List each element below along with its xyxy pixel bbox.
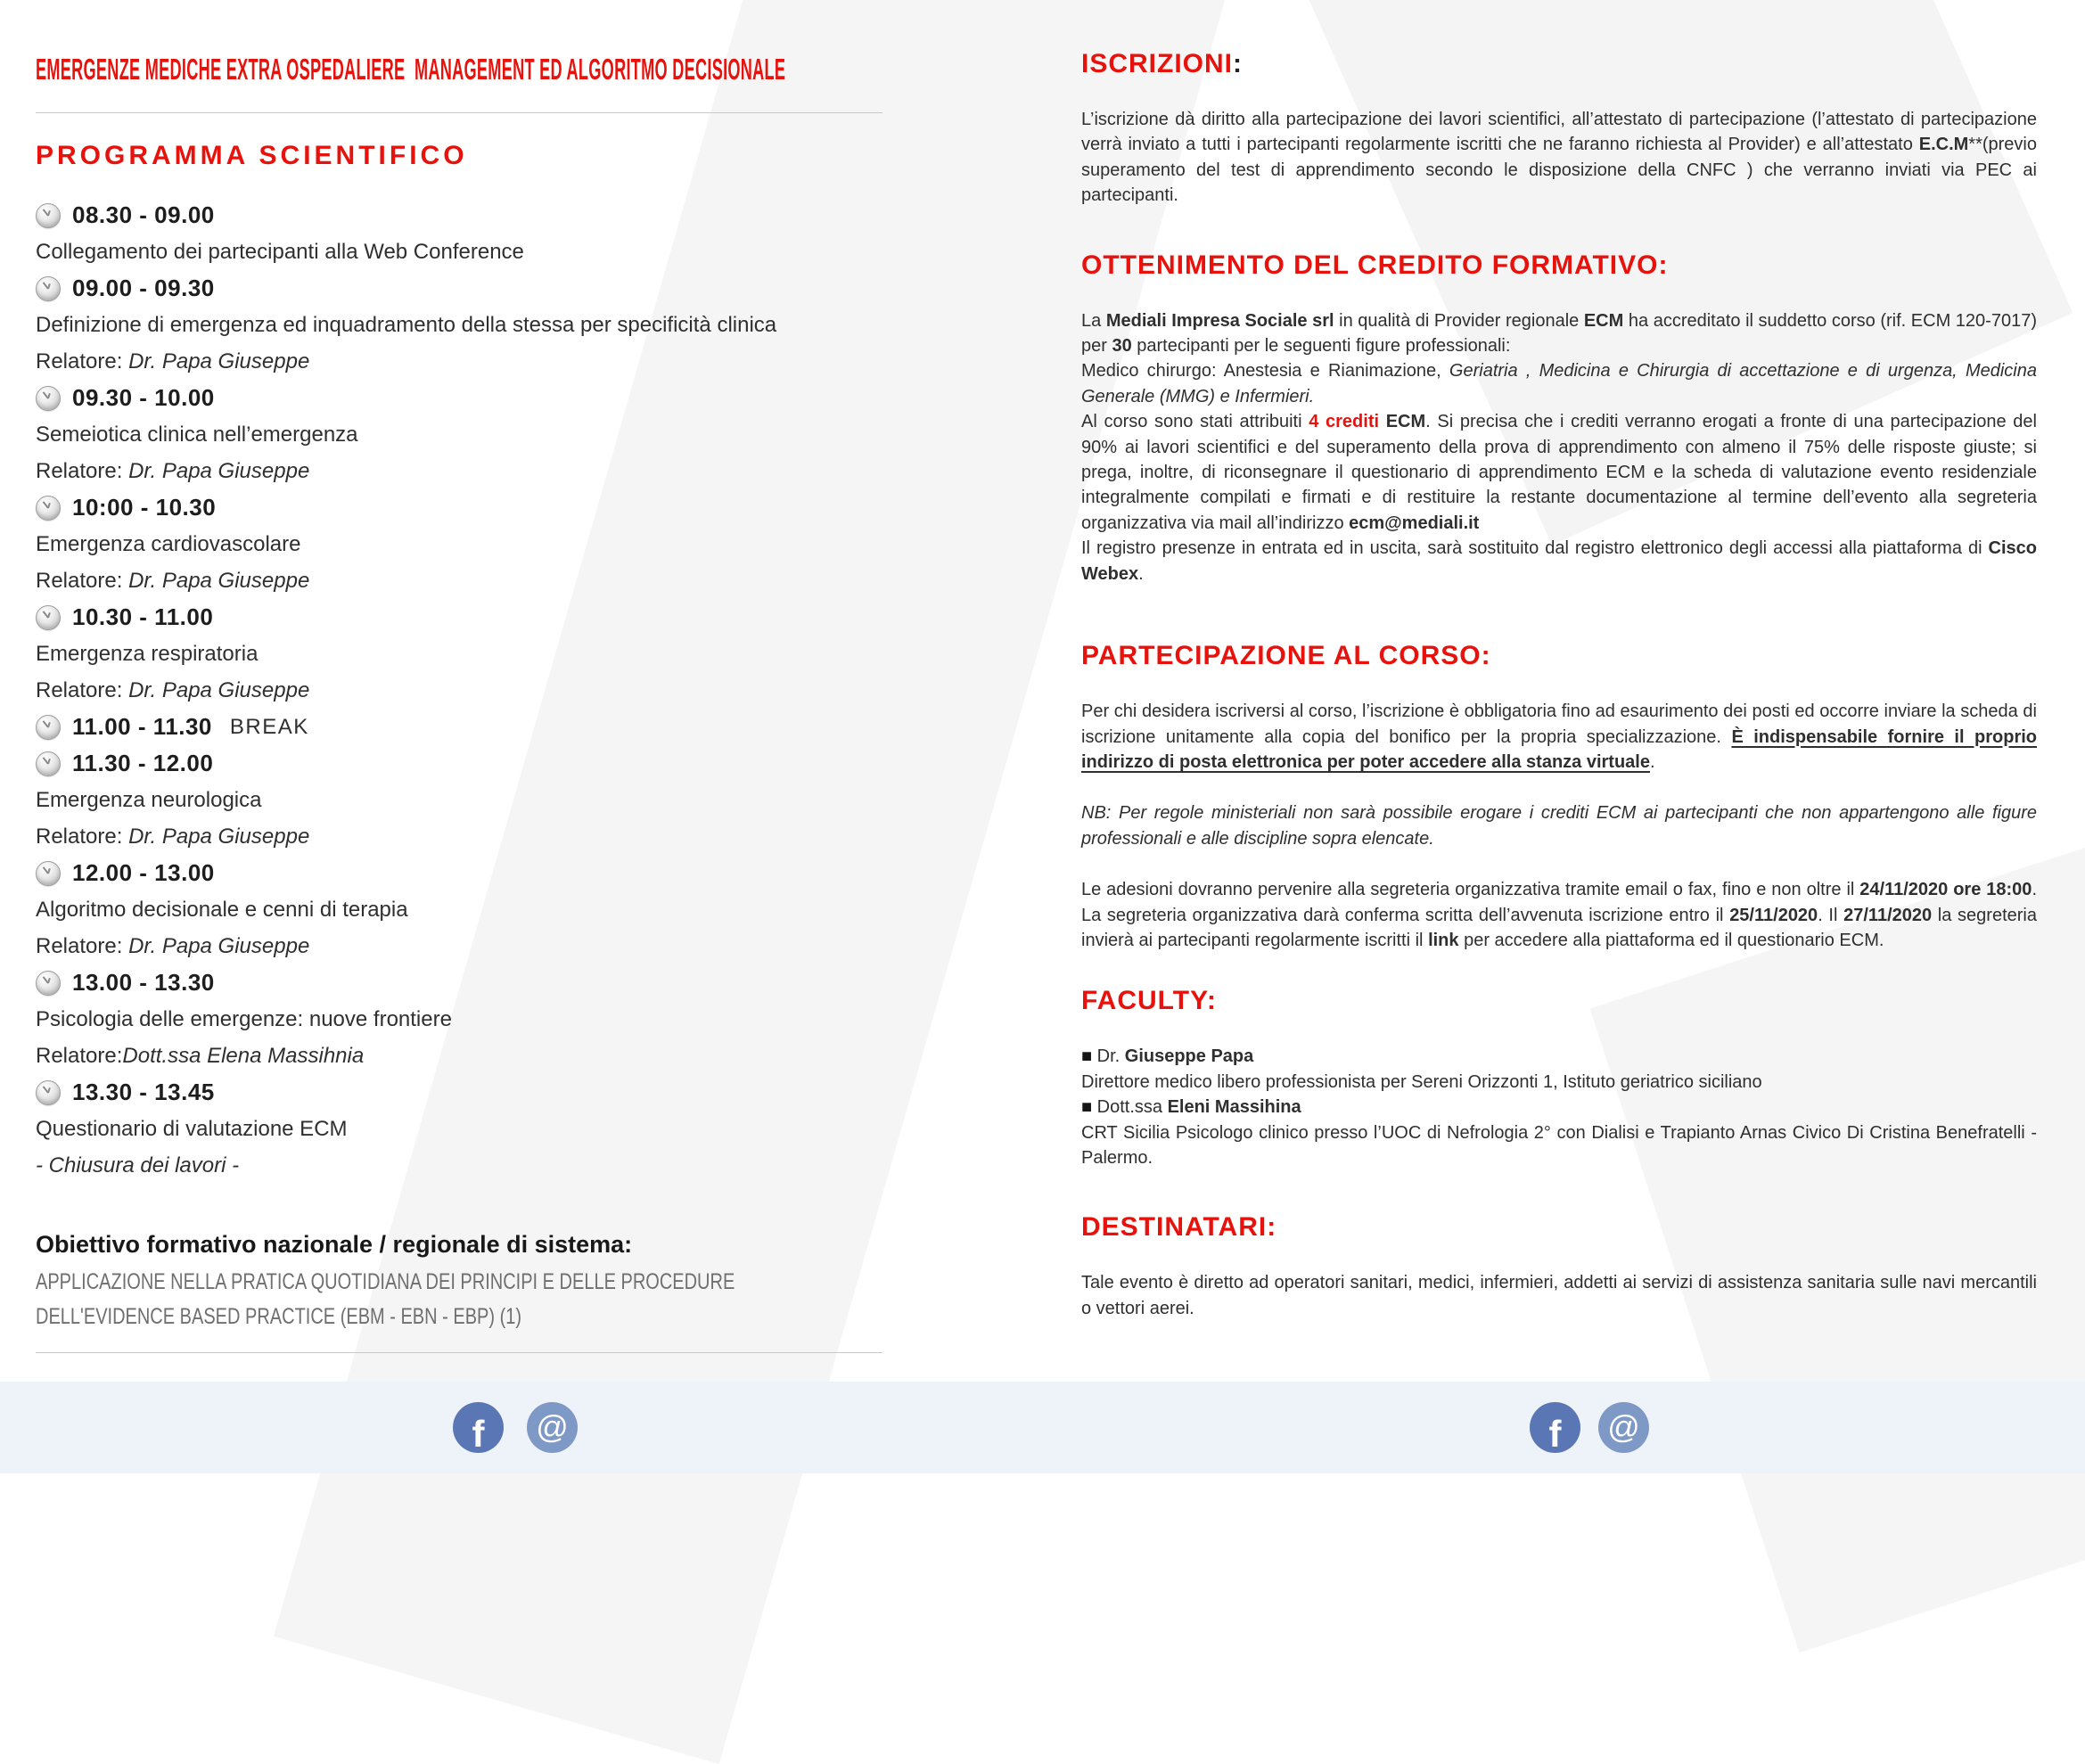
paragraph: Tale evento è diretto ad operatori sanitari, medici, infermieri, addetti ai servizi di assistenza sanitaria sulle navi mercantili o vettori aerei.	[1081, 1273, 2037, 1318]
clock-icon	[36, 861, 61, 886]
paragraph: Medico chirurgo: Anestesia e Rianimazione, Geriatria , Medicina e Chirurgia di accettazione e di urgenza, Medicina Generale (MMG) e Infermieri.	[1081, 361, 2037, 406]
clock-icon	[36, 971, 61, 996]
schedule-time: 08.30 - 09.00	[72, 201, 215, 228]
section-destinatari	[1081, 1211, 2037, 1321]
schedule-time-row	[36, 964, 1021, 1001]
schedule-time: 10:00 - 10.30	[72, 494, 217, 521]
schedule-time-row	[36, 855, 1021, 891]
section-heading: OTTENIMENTO DEL CREDITO FORMATIVO:	[1081, 250, 1669, 280]
clock-icon	[36, 496, 61, 521]
objective-line: DELL'EVIDENCE BASED PRACTICE (EBM - EBN - EBP) (1)	[36, 1304, 522, 1329]
schedule-time: 11.00 - 11.30	[72, 713, 212, 740]
schedule-item	[36, 197, 1021, 270]
schedule-time-row	[36, 380, 1021, 416]
schedule-speaker: Relatore: Dr. Papa Giuseppe	[36, 677, 310, 702]
paragraph: L’iscrizione dà diritto alla partecipazione dei lavori scientifici, all’attestato di partecipazione (l’attestato di partecipazione verrà inviato a tutti i partecipanti regolarmente iscritti che ne faranno richiesta al Provider) e all’attestato E.C.M**(previo superamento del test di apprendimento secondo le disposizione della CNFC ) che verranno inviati via PEC ai partecipanti.	[1081, 110, 2037, 206]
schedule-item	[36, 709, 1021, 745]
clock-icon	[36, 276, 61, 301]
schedule-session-title: Semeiotica clinica nell’emergenza	[36, 422, 358, 447]
schedule-item	[36, 855, 1021, 964]
objective-block	[36, 1228, 1021, 1334]
section-partecipazione	[1081, 640, 2037, 953]
schedule-time-row	[36, 489, 1021, 526]
schedule-speaker: Relatore: Dr. Papa Giuseppe	[36, 568, 310, 593]
schedule-speaker: Relatore: Dr. Papa Giuseppe	[36, 933, 310, 958]
schedule-closing: - Chiusura dei lavori -	[36, 1153, 240, 1177]
schedule-time-row	[36, 270, 1021, 307]
schedule-time-row	[36, 599, 1021, 636]
schedule-speaker: Relatore: Dott.ssa Elena Massihnia	[36, 1043, 365, 1068]
schedule-break-label: BREAK	[229, 714, 309, 739]
schedule-time: 13.00 - 13.30	[72, 969, 215, 996]
email-icon[interactable]	[1598, 1402, 1649, 1453]
schedule-session-title: Emergenza cardiovascolare	[36, 531, 301, 556]
section-credito-formativo	[1081, 250, 2037, 587]
paragraph: Il registro presenze in entrata ed in uscita, sarà sostituito dal registro elettronico degli accessi alla piattaforma di Cisco Webex.	[1081, 538, 2037, 584]
schedule-time: 13.30 - 13.45	[72, 1079, 215, 1105]
schedule-item	[36, 599, 1021, 709]
schedule-time: 10.30 - 11.00	[72, 603, 214, 630]
schedule-session-title: Psicologia delle emergenze: nuove frontiere	[36, 1006, 452, 1031]
section-heading: PARTECIPAZIONE AL CORSO:	[1081, 641, 1491, 671]
left-column	[36, 36, 1021, 1353]
objective-heading: Obiettivo formativo nazionale / regionale di sistema:	[36, 1231, 633, 1258]
schedule-time-row	[36, 709, 1021, 745]
facebook-icon[interactable]	[1530, 1402, 1580, 1453]
section-heading: DESTINATARI:	[1081, 1212, 1277, 1243]
clock-icon	[36, 1080, 61, 1105]
email-glyph: @	[1607, 1407, 1640, 1445]
paragraph: Le adesioni dovranno pervenire alla segreteria organizzativa tramite email o fax, fino e non oltre il 24/11/2020 ore 18:00. La segreteria organizzativa darà conferma scritta dell’avvenuta iscrizione entro il 25/11/2020. Il 27/11/2020 la segreteria invierà ai partecipanti regolarmente iscritti il link per accedere alla piattaforma ed il questionario ECM.	[1081, 880, 2037, 950]
schedule-item	[36, 1074, 1021, 1184]
schedule-item	[36, 270, 1021, 380]
schedule-session-title: Algoritmo decisionale e cenni di terapia	[36, 897, 408, 922]
divider-line	[36, 1352, 882, 1353]
facebook-icon[interactable]	[453, 1402, 504, 1453]
schedule-session-title: Questionario di valutazione ECM	[36, 1116, 348, 1141]
schedule-time: 09.30 - 10.00	[72, 384, 215, 411]
schedule-time: 09.00 - 09.30	[72, 275, 215, 301]
schedule-speaker: Relatore: Dr. Papa Giuseppe	[36, 349, 310, 373]
schedule-time-row	[36, 745, 1021, 782]
clock-icon	[36, 203, 61, 228]
schedule-time: 11.30 - 12.00	[72, 750, 214, 776]
facebook-glyph: f	[1548, 1412, 1562, 1453]
footer-bar	[0, 1382, 2085, 1473]
facebook-glyph: f	[472, 1412, 485, 1453]
schedule	[36, 197, 1021, 1184]
paragraph-nb: NB: Per regole ministeriali non sarà possibile erogare i crediti ECM ai partecipanti che non appartengono alle figure professionali e alle discipline sopra elencate.	[1081, 803, 2037, 849]
paragraph: Al corso sono stati attribuiti 4 crediti ECM. Si precisa che i crediti verranno erogati a fronte di una partecipazione del 90% ai lavori scientifici e del superamento della prova di apprendimento con almeno il 75% delle risposte giuste; si prega, inoltre, di riconsegnare il questionario di apprendimento ECM e la scheda di valutazione evento residenziale integralmente compilati e firmati e di restituire la restante documentazione al termine dell’evento alla segreteria organizzativa via mail all’indirizzo ecm@mediali.it	[1081, 412, 2037, 533]
right-column	[1081, 36, 2037, 1321]
schedule-session-title: Definizione di emergenza ed inquadramento della stessa per specificità clinica	[36, 312, 777, 337]
schedule-session-title: Emergenza neurologica	[36, 787, 262, 812]
schedule-session-title: Collegamento dei partecipanti alla Web Conference	[36, 239, 524, 264]
section-heading: ISCRIZIONI:	[1081, 49, 1244, 78]
schedule-time: 12.00 - 13.00	[72, 859, 215, 886]
schedule-session-title: Emergenza respiratoria	[36, 641, 259, 666]
email-icon[interactable]	[527, 1402, 578, 1453]
divider-line	[36, 112, 882, 113]
schedule-item	[36, 745, 1021, 855]
email-glyph: @	[536, 1407, 569, 1445]
section-iscrizioni	[1081, 48, 2037, 209]
faculty-member-role: Direttore medico libero professionista per Sereni Orizzonti 1, Istituto geriatrico siciliano	[1081, 1071, 1762, 1092]
schedule-speaker: Relatore: Dr. Papa Giuseppe	[36, 458, 310, 483]
schedule-time-row	[36, 1074, 1021, 1111]
objective-line: APPLICAZIONE NELLA PRATICA QUOTIDIANA DEI PRINCIPI E DELLE PROCEDURE	[36, 1269, 735, 1294]
clock-icon	[36, 605, 61, 630]
program-heading: PROGRAMMA SCIENTIFICO	[36, 141, 468, 170]
schedule-speaker: Relatore: Dr. Papa Giuseppe	[36, 824, 310, 849]
schedule-item	[36, 380, 1021, 489]
objective-text	[36, 1265, 1021, 1334]
section-heading: FACULTY:	[1081, 986, 1217, 1016]
paragraph: Per chi desidera iscriversi al corso, l’iscrizione è obbligatoria fino ad esaurimento dei posti ed occorre inviare la scheda di iscrizione unitamente alla copia del bonifico per la propria specializzazione. È indispensabile fornire il proprio indirizzo di posta elettronica per poter accedere alla stanza virtuale.	[1081, 701, 2037, 772]
faculty-member: ■ Dott.ssa Eleni Massihina	[1081, 1097, 1301, 1118]
clock-icon	[36, 715, 61, 740]
schedule-item	[36, 964, 1021, 1074]
document-title: EMERGENZE MEDICHE EXTRA OSPEDALIERE MANAGEMENT ED ALGORITMO DECISIONALE	[36, 53, 786, 86]
clock-icon	[36, 751, 61, 776]
schedule-time-row	[36, 197, 1021, 234]
paragraph: La Mediali Impresa Sociale srl in qualità di Provider regionale ECM ha accreditato il suddetto corso (rif. ECM 120-7017) per 30 partecipanti per le seguenti figure professionali:	[1081, 310, 2037, 357]
schedule-item	[36, 489, 1021, 599]
clock-icon	[36, 386, 61, 411]
section-faculty	[1081, 985, 2037, 1170]
faculty-member-role: CRT Sicilia Psicologo clinico presso l’UOC di Nefrologia 2° con Dialisi e Trapianto Arnas Civico Di Cristina Benefratelli - Palermo.	[1081, 1122, 2037, 1168]
faculty-member: ■ Dr. Giuseppe Papa	[1081, 1046, 1254, 1067]
